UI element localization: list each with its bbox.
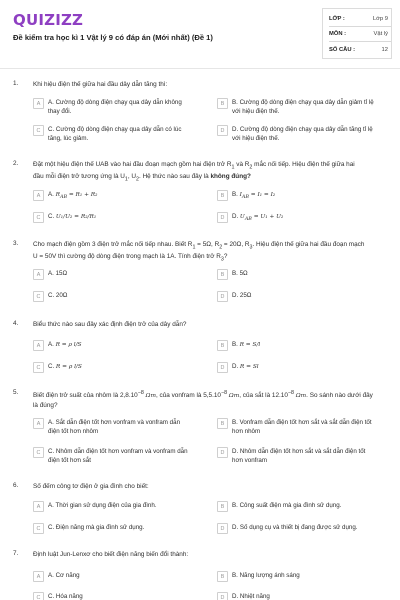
question-number: 7.: [13, 550, 19, 557]
option-text: A. Thời gian sử dụng điện của gia đình.: [48, 502, 157, 509]
option-letter: C: [33, 125, 44, 136]
option-c[interactable]: [33, 125, 191, 143]
option-letter: A: [33, 98, 44, 109]
option-letter: C: [33, 447, 44, 458]
option-letter: C: [33, 362, 44, 373]
option-d[interactable]: [217, 212, 375, 225]
meta-value: Lớp 9: [372, 16, 388, 22]
option-b[interactable]: [217, 340, 375, 351]
subscript: 2: [219, 244, 223, 251]
option-letter: A: [33, 501, 44, 512]
formula: [239, 192, 276, 201]
option-b[interactable]: [217, 571, 375, 582]
option-a[interactable]: [33, 340, 191, 351]
formula: [55, 192, 98, 201]
formula: R = ρ l/S: [55, 342, 82, 348]
meta-key: MÔN :: [329, 31, 347, 37]
option-text: C. Hóa năng: [48, 593, 83, 600]
superscript: −8: [287, 390, 294, 396]
text-part: , U: [127, 173, 137, 181]
option-text: [232, 340, 260, 350]
option-letter: A: [33, 269, 44, 280]
option-letter: D: [217, 592, 228, 600]
formula-symbol: R: [55, 192, 60, 198]
option-text: B. Năng lượng ánh sáng: [232, 572, 300, 579]
formula-symbol: I: [239, 192, 242, 198]
formula: R = S/l: [239, 342, 261, 348]
question-number: 3.: [13, 240, 19, 247]
exam-meta: [329, 12, 391, 57]
meta-key: SỐ CÂU :: [329, 46, 356, 53]
option-letter: B: [217, 98, 228, 109]
text-part: = 5Ω, R: [195, 241, 220, 248]
option-letter: D: [217, 291, 228, 302]
option-text: [48, 362, 82, 372]
formula-subscript: AB: [241, 195, 249, 201]
text-part: , của sắt là 12.10: [239, 392, 288, 400]
option-letter: B: [217, 340, 228, 351]
option-b[interactable]: [217, 418, 375, 436]
formula: [239, 214, 284, 223]
formula-subscript: AB: [59, 195, 68, 201]
option-b[interactable]: [217, 98, 375, 116]
option-letter: B: [217, 501, 228, 512]
option-d[interactable]: [217, 592, 375, 600]
question-number: 1.: [13, 80, 19, 87]
option-text: C. Cường độ dòng điện chạy qua dây dẫn có lúc tăng, lúc giảm.: [48, 126, 182, 142]
option-text: C. Điện năng mà gia đình sử dụng.: [48, 524, 145, 531]
superscript: −8: [137, 390, 144, 396]
text-part: . So sánh nào dưới đây: [306, 392, 373, 400]
unit: Ωm: [143, 393, 156, 400]
question-number: 6.: [13, 482, 19, 489]
option-letter: B: [217, 418, 228, 429]
option-d[interactable]: [217, 362, 375, 373]
formula: R = ρ l/S: [55, 364, 82, 370]
meta-row-class: [329, 12, 391, 27]
subscript: 1: [124, 176, 128, 183]
text-part: và R: [234, 161, 250, 168]
question-text: Biểu thức nào sau đây xác định điện trở của dây dẫn?: [33, 321, 187, 328]
option-text: B. 5Ω: [232, 270, 248, 277]
superscript: −8: [220, 390, 228, 396]
option-prefix: A.: [48, 191, 54, 198]
option-text: B. Vonfram dẫn điện tốt hơn sắt và sắt dẫn điện tốt hơn nhôm: [232, 419, 372, 435]
formula: U₁/U₂ = R₂/R₁: [55, 214, 97, 220]
option-letter: D: [217, 447, 228, 458]
meta-value: 12: [381, 46, 388, 53]
option-prefix: B.: [232, 341, 238, 348]
option-letter: B: [217, 571, 228, 582]
option-prefix: D.: [232, 213, 239, 220]
option-text: C. Nhôm dẫn điện tốt hơn vonfram và vonfram dẫn điện tốt hơn sắt: [48, 448, 188, 464]
option-d[interactable]: [217, 125, 375, 143]
text-part: Cho mạch điện gồm 3 điện trở mắc nối tiếp nhau. Biết R: [33, 241, 193, 248]
question-text: [33, 389, 385, 410]
question-text: [33, 240, 385, 265]
text-part: đầu mỗi điện trở tương ứng là U: [33, 173, 125, 181]
header-divider: [0, 68, 400, 69]
option-a[interactable]: [33, 269, 191, 280]
formula-rest: = R₁ + R₂: [67, 192, 98, 198]
option-letter: A: [33, 190, 44, 201]
option-d[interactable]: [217, 523, 375, 534]
option-letter: C: [33, 212, 44, 223]
option-text: D. Cường độ dòng điện chạy qua dây dẫn tăng tỉ lệ với hiệu điện thế.: [232, 126, 373, 142]
option-a[interactable]: [33, 418, 191, 436]
question-number: 5.: [13, 389, 19, 396]
exam-title: Đề kiểm tra học kì 1 Vật lý 9 có đáp án (Mới nhất) (Đề 1): [13, 33, 213, 42]
option-text: B. Cường độ dòng điện chạy qua dây dẫn giảm tỉ lệ với hiệu điện thế.: [232, 99, 374, 115]
question-text: Định luật Jun-Lenxơ cho biết điện năng biến đổi thành:: [33, 551, 189, 558]
option-text: [232, 190, 275, 203]
option-letter: A: [33, 571, 44, 582]
option-prefix: A.: [48, 341, 54, 348]
unit: Ωm: [227, 393, 240, 400]
option-c[interactable]: [33, 592, 191, 600]
option-text: A. Sắt dẫn điện tốt hơn vonfram và vonfram dẫn điện tốt hơn nhôm: [48, 419, 181, 435]
option-text: [48, 212, 96, 222]
option-c[interactable]: [33, 212, 191, 223]
option-text: C. 20Ω: [48, 292, 68, 299]
option-text: D. Nhiệt năng: [232, 593, 270, 600]
option-d[interactable]: [217, 447, 375, 465]
option-text: D. Nhôm dẫn điện tốt hơn sắt và sắt dẫn điện tốt hơn vonfram: [232, 448, 366, 464]
option-text: D. 25Ω: [232, 292, 252, 299]
option-c[interactable]: [33, 291, 191, 302]
option-text: B. Công suất điện mà gia đình sử dụng.: [232, 502, 342, 509]
text-part: là đúng?: [33, 402, 58, 410]
text-part: . Hệ thức nào sau đây là: [139, 173, 211, 181]
text-part: ?: [223, 253, 228, 261]
subscript: 3: [249, 244, 253, 251]
subscript: 1: [231, 164, 235, 171]
option-letter: B: [217, 190, 228, 201]
option-text: A. Cường độ dòng điện chạy qua dây dẫn không thay đổi.: [48, 99, 182, 115]
option-c[interactable]: [33, 447, 191, 465]
formula: R = Sl: [239, 364, 259, 370]
formula-symbol: U: [239, 214, 245, 220]
option-c[interactable]: [33, 523, 191, 534]
meta-row-subject: [329, 27, 391, 42]
unit: Ωm: [293, 393, 307, 400]
option-letter: B: [217, 269, 228, 280]
text-part: = 20Ω, R: [222, 241, 250, 248]
option-b[interactable]: [217, 190, 375, 203]
option-letter: D: [217, 125, 228, 136]
option-a[interactable]: [33, 98, 191, 116]
option-b[interactable]: [217, 269, 375, 280]
option-prefix: C.: [48, 363, 55, 370]
meta-key: LỚP :: [329, 16, 345, 22]
question-text: Khi hiệu điện thế giữa hai đầu dây dẫn tăng thì:: [33, 81, 168, 88]
option-prefix: C.: [48, 213, 55, 220]
subscript: 2: [249, 164, 253, 171]
option-a[interactable]: [33, 190, 191, 203]
subscript: 2: [136, 176, 140, 183]
option-b[interactable]: [217, 501, 375, 512]
option-a[interactable]: [33, 571, 191, 582]
meta-value: Vật lý: [373, 31, 388, 37]
quizizz-logo: QUIZIZZ: [13, 11, 84, 29]
text-part: , của vonfram là 5,5.10: [155, 392, 221, 400]
page-header: [0, 0, 400, 66]
option-d[interactable]: [217, 291, 375, 302]
option-prefix: D.: [232, 363, 239, 370]
text-part: . Hiệu điện thế giữa hai đầu đoạn mạch: [252, 241, 365, 248]
formula-subscript: AB: [244, 217, 252, 223]
meta-row-count: [329, 42, 391, 57]
option-text: [48, 190, 97, 203]
option-text: A. Cơ năng: [48, 572, 80, 579]
option-letter: A: [33, 418, 44, 429]
question-text: Số đếm công tơ điện ở gia đình cho biết:: [33, 483, 149, 490]
option-text: [232, 362, 259, 372]
question-number: 4.: [13, 320, 19, 327]
option-text: [232, 212, 283, 225]
option-text: A. 15Ω: [48, 270, 68, 277]
formula-rest: = U₁ + U₂: [251, 214, 284, 220]
option-c[interactable]: [33, 362, 191, 373]
text-part: Biết điện trở suất của nhôm là 2,8.10: [33, 392, 138, 400]
question-text: [33, 160, 385, 185]
option-a[interactable]: [33, 501, 191, 512]
text-part: U = 50V thì cường độ dòng điện trong mạch là 1A. Tính điện trở R: [33, 253, 221, 261]
text-part: mắc nối tiếp. Hiệu điện thế giữa hai: [252, 161, 355, 168]
emphasis-text: không đúng?: [210, 173, 251, 181]
formula-rest: = I₁ = I₂: [248, 192, 276, 198]
option-text: D. Số dụng cụ và thiết bị đang được sử dụng.: [232, 524, 358, 531]
text-part: Đặt một hiệu điện thế UAB vào hai đầu đoạn mạch gồm hai điện trở R: [33, 161, 232, 168]
option-letter: D: [217, 362, 228, 373]
question-number: 2.: [13, 160, 19, 167]
option-text: [48, 340, 82, 350]
option-letter: C: [33, 523, 44, 534]
option-letter: D: [217, 523, 228, 534]
subscript: 3: [220, 256, 224, 263]
option-letter: C: [33, 291, 44, 302]
option-letter: A: [33, 340, 44, 351]
option-letter: D: [217, 212, 228, 223]
option-prefix: B.: [232, 191, 238, 198]
option-letter: C: [33, 592, 44, 600]
subscript: 1: [192, 244, 196, 251]
